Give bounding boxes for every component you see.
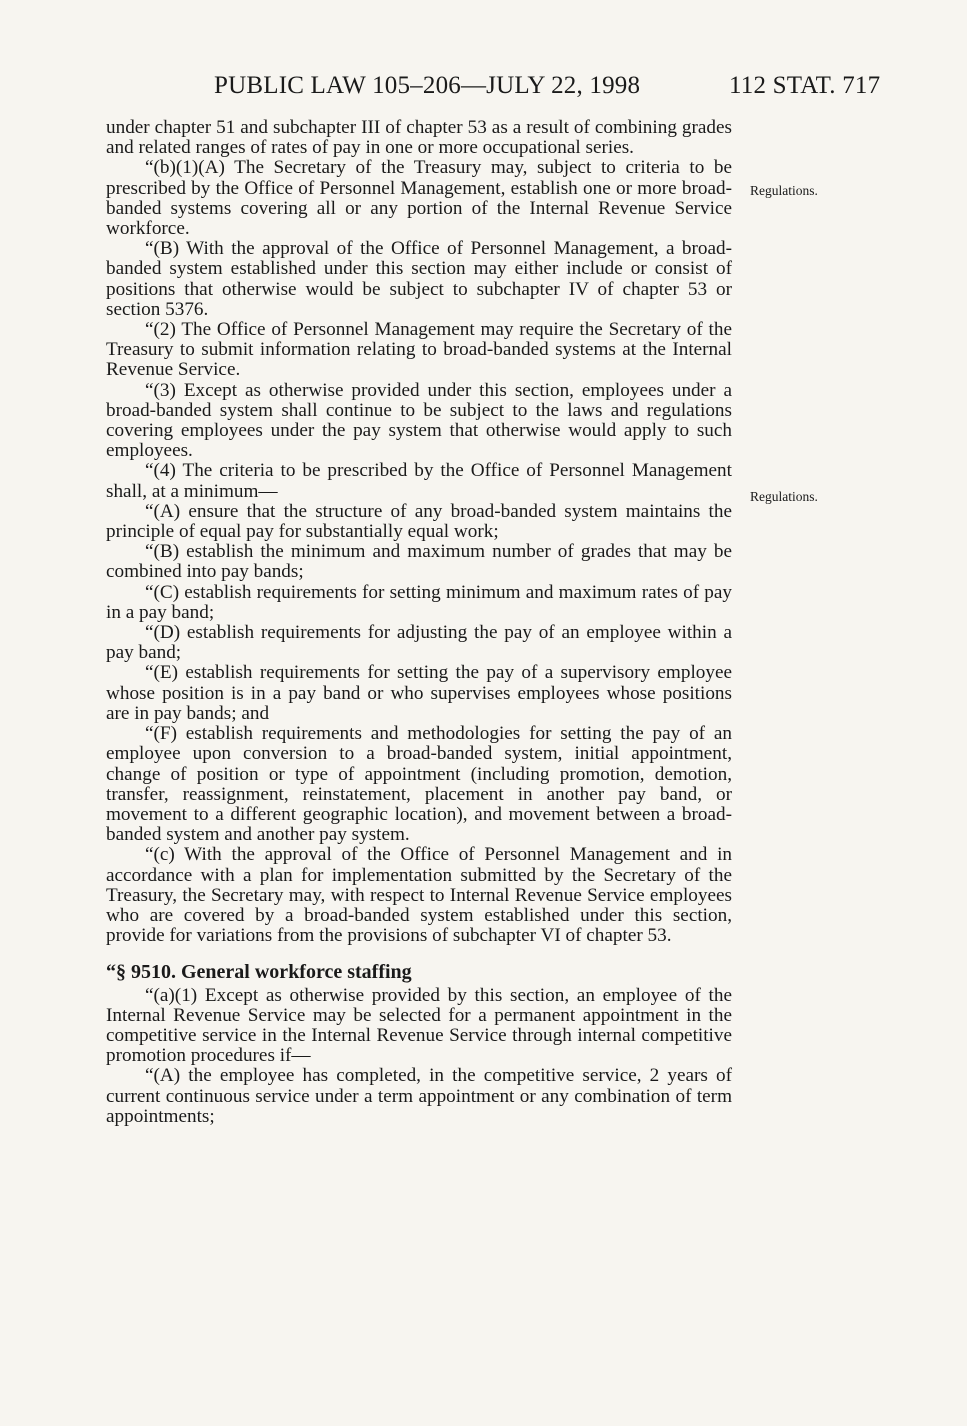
paragraph-b2: “(2) The Office of Personnel Management may require the Secretary of the Treasury to submit information relating to broad-banded systems at the Internal Revenue Service. <box>106 319 732 381</box>
paragraph-b4a: “(A) ensure that the structure of any broad-banded system maintains the principle of equal pay for substantially equal work; <box>106 500 732 543</box>
page-header <box>0 64 967 104</box>
paragraph-b4d: “(D) establish requirements for adjusting the pay of an employee within a pay band; <box>106 622 732 664</box>
paragraph-b4f: “(F) establish requirements and methodologies for setting the pay of an employee upon conversion to a broad-banded system, initial appointment, change of position or type of appointment (including promotion, demotion, transfer, reassignment, reinstatement, placement in another pay band, or movement to a different geographic location), and movement between a broad-banded system and another pay system. <box>106 723 732 846</box>
stat-page-number: 112 STAT. 717 <box>729 72 881 99</box>
paragraph-a1: “(a)(1) Except as otherwise provided by this section, an employee of the Internal Revenue Service may be selected for a permanent appointment in the competitive service in the Internal Revenue Service through internal competitive promotion procedures if— <box>106 984 732 1067</box>
paragraph-a1a: “(A) the employee has completed, in the competitive service, 2 years of current continuous service under a term appointment or any combination of term appointments; <box>106 1065 732 1127</box>
section-heading-9510: “§ 9510. General workforce staffing <box>106 961 412 984</box>
paragraph-b4b: “(B) establish the minimum and maximum number of grades that may be combined into pay bands; <box>106 541 732 583</box>
paragraph-b4c: “(C) establish requirements for setting minimum and maximum rates of pay in a pay band; <box>106 581 732 623</box>
paragraph-continuation: under chapter 51 and subchapter III of chapter 53 as a result of combining grades and related ranges of rates of pay in one or more occupational series. <box>106 117 732 159</box>
document-body <box>106 118 732 1127</box>
paragraph-b4: “(4) The criteria to be prescribed by the Office of Personnel Management shall, at a minimum— <box>106 460 732 502</box>
margin-note-regulations-1: Regulations. <box>750 183 818 198</box>
margin-note-regulations-2: Regulations. <box>750 489 818 504</box>
paragraph-b4e: “(E) establish requirements for setting the pay of a supervisory employee whose position is in a pay band or who supervises employees whose positions are in pay bands; and <box>106 662 732 724</box>
running-title: PUBLIC LAW 105–206—JULY 22, 1998 <box>214 72 641 99</box>
paragraph-b1b: “(B) With the approval of the Office of Personnel Management, a broad-banded system established under this section may either include or consist of positions that otherwise would be subject to subchapter IV of chapter 53 or section 5376. <box>106 238 732 320</box>
paragraph-b3: “(3) Except as otherwise provided under this section, employees under a broad-banded system shall continue to be subject to the laws and regulations covering employees under the pay system that otherwise would apply to such employees. <box>106 379 732 462</box>
paragraph-b1a: “(b)(1)(A) The Secretary of the Treasury may, subject to criteria to be prescribed by the Office of Personnel Management, establish one or more broad-banded systems covering all or any portion of the Internal Revenue Service workforce. <box>106 157 732 240</box>
paragraph-c: “(c) With the approval of the Office of Personnel Management and in accordance with a plan for implementation submitted by the Secretary of the Treasury, the Secretary may, with respect to Internal Revenue Service employees who are covered by a broad-banded system established under this section, provide for variations from the provisions of subchapter VI of chapter 53. <box>106 844 732 947</box>
